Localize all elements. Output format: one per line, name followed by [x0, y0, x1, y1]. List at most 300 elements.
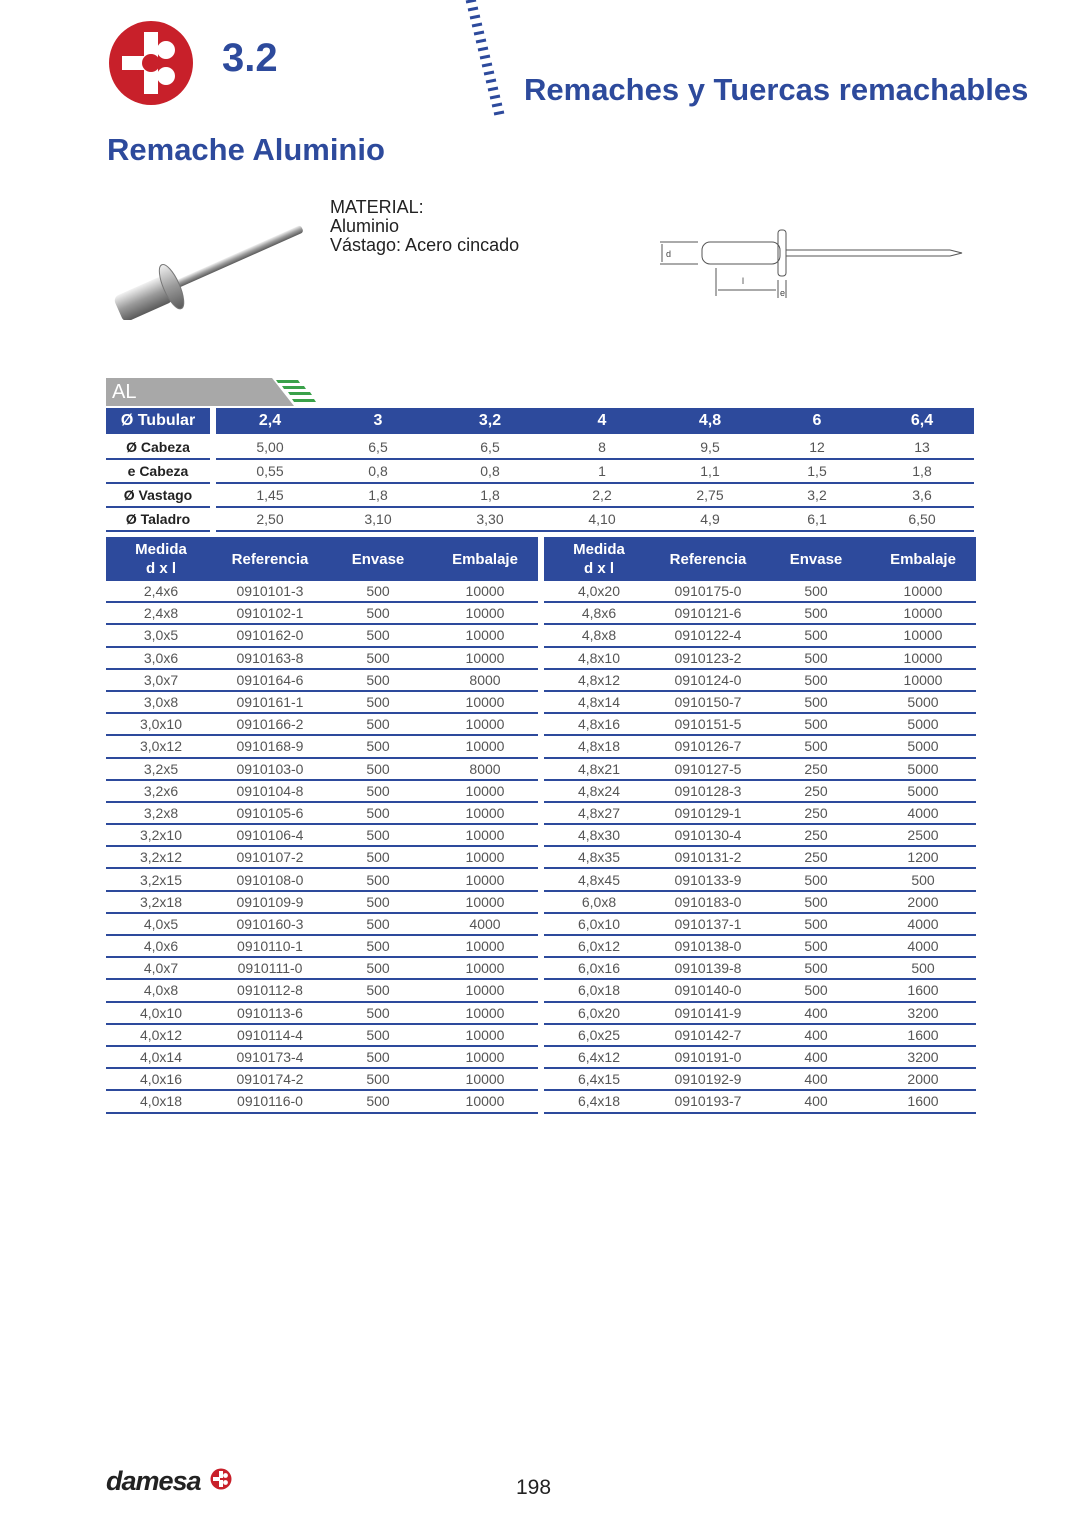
table-row	[106, 1069, 538, 1091]
embalaje-cell: 1600	[870, 980, 976, 1002]
section-number: 3.2	[222, 36, 278, 80]
envase-cell: 500	[762, 692, 870, 714]
embalaje-cell: 10000	[432, 648, 538, 670]
table-row	[544, 1003, 976, 1025]
envase-cell: 500	[762, 625, 870, 647]
table-row	[544, 625, 976, 647]
envase-cell: 250	[762, 847, 870, 869]
envase-cell: 500	[324, 1003, 432, 1025]
spec-cell: 6,1	[764, 508, 870, 532]
material-tab-background	[106, 378, 316, 406]
envase-cell: 500	[762, 603, 870, 625]
embalaje-cell: 10000	[432, 1091, 538, 1113]
embalaje-cell: 10000	[432, 1025, 538, 1047]
label-l: l	[742, 276, 744, 286]
material-heading: MATERIAL:	[330, 197, 424, 217]
envase-cell: 500	[324, 1091, 432, 1113]
referencia-cell: 0910131-2	[654, 847, 762, 869]
table-row	[106, 1091, 538, 1113]
spec-table	[106, 408, 974, 532]
medida-cell: 3,2x10	[106, 825, 216, 847]
spec-cell: 6,5	[432, 436, 548, 460]
spec-cell: 1,45	[216, 484, 324, 508]
envase-cell: 500	[324, 803, 432, 825]
table-row	[544, 847, 976, 869]
envase-cell: 400	[762, 1025, 870, 1047]
referencia-cell: 0910160-3	[216, 914, 324, 936]
table-row	[106, 914, 538, 936]
medida-cell: 4,8x27	[544, 803, 654, 825]
material-tab-label: AL	[112, 381, 137, 403]
embalaje-cell: 10000	[432, 1003, 538, 1025]
spec-size: 2,4	[216, 408, 324, 436]
table-row	[106, 692, 538, 714]
product-table-right	[544, 537, 976, 1114]
referencia-cell: 0910127-5	[654, 759, 762, 781]
table-row	[106, 1047, 538, 1069]
envase-cell: 500	[762, 648, 870, 670]
spec-cell: 4,10	[548, 508, 656, 532]
referencia-cell: 0910103-0	[216, 759, 324, 781]
envase-cell: 250	[762, 759, 870, 781]
embalaje-cell: 10000	[432, 825, 538, 847]
medida-cell: 4,0x5	[106, 914, 216, 936]
envase-cell: 500	[762, 714, 870, 736]
referencia-cell: 0910114-4	[216, 1025, 324, 1047]
table-row	[544, 825, 976, 847]
spec-size: 3	[324, 408, 432, 436]
medida-cell: 4,8x12	[544, 670, 654, 692]
table-row	[106, 869, 538, 891]
spec-cell: 4,9	[656, 508, 764, 532]
envase-cell: 500	[324, 714, 432, 736]
envase-cell: 500	[762, 869, 870, 891]
embalaje-cell: 10000	[432, 625, 538, 647]
embalaje-cell: 10000	[870, 648, 976, 670]
product-header-row	[106, 537, 538, 581]
material-line2: Vástago: Acero cincado	[330, 235, 520, 255]
envase-cell: 500	[762, 581, 870, 603]
referencia-cell: 0910129-1	[654, 803, 762, 825]
referencia-cell: 0910183-0	[654, 892, 762, 914]
referencia-cell: 0910126-7	[654, 736, 762, 758]
embalaje-cell: 8000	[432, 759, 538, 781]
spec-cell: 5,00	[216, 436, 324, 460]
table-row	[106, 736, 538, 758]
envase-cell: 500	[324, 892, 432, 914]
medida-cell: 2,4x8	[106, 603, 216, 625]
spec-size: 3,2	[432, 408, 548, 436]
medida-cell: 3,2x5	[106, 759, 216, 781]
envase-cell: 250	[762, 825, 870, 847]
table-row	[106, 581, 538, 603]
medida-cell: 4,0x6	[106, 936, 216, 958]
envase-cell: 500	[324, 625, 432, 647]
spec-size: 6,4	[870, 408, 974, 436]
envase-cell: 400	[762, 1091, 870, 1113]
medida-cell: 3,0x6	[106, 648, 216, 670]
brand-mark-icon	[210, 1468, 232, 1490]
spec-header-label: Ø Tubular	[106, 408, 210, 436]
embalaje-cell: 10000	[870, 625, 976, 647]
embalaje-cell: 500	[870, 869, 976, 891]
spec-cell: 1	[548, 460, 656, 484]
envase-cell: 500	[762, 980, 870, 1002]
header-medida: Medida d x l	[106, 537, 216, 581]
table-row	[106, 980, 538, 1002]
envase-cell: 250	[762, 781, 870, 803]
referencia-cell: 0910164-6	[216, 670, 324, 692]
envase-cell: 500	[324, 869, 432, 891]
medida-cell: 4,0x14	[106, 1047, 216, 1069]
spec-cell: 2,75	[656, 484, 764, 508]
medida-cell: 4,8x14	[544, 692, 654, 714]
medida-cell: 6,0x16	[544, 958, 654, 980]
embalaje-cell: 3200	[870, 1047, 976, 1069]
medida-cell: 3,0x12	[106, 736, 216, 758]
referencia-cell: 0910106-4	[216, 825, 324, 847]
medida-cell: 4,0x7	[106, 958, 216, 980]
medida-cell: 4,8x30	[544, 825, 654, 847]
spec-row	[106, 484, 974, 508]
embalaje-cell: 2500	[870, 825, 976, 847]
medida-cell: 4,8x10	[544, 648, 654, 670]
envase-cell: 500	[762, 958, 870, 980]
envase-cell: 500	[324, 692, 432, 714]
table-row	[106, 1003, 538, 1025]
embalaje-cell: 10000	[432, 958, 538, 980]
medida-cell: 3,0x8	[106, 692, 216, 714]
embalaje-cell: 4000	[870, 936, 976, 958]
spec-cell: 13	[870, 436, 974, 460]
spec-cell: 3,30	[432, 508, 548, 532]
page-number: 198	[516, 1476, 552, 1499]
medida-cell: 4,8x21	[544, 759, 654, 781]
spec-cell: 8	[548, 436, 656, 460]
spec-cell: 3,6	[870, 484, 974, 508]
spec-row-label: Ø Cabeza	[106, 436, 210, 460]
embalaje-cell: 5000	[870, 736, 976, 758]
medida-cell: 6,4x12	[544, 1047, 654, 1069]
referencia-cell: 0910150-7	[654, 692, 762, 714]
label-d: d	[666, 249, 672, 259]
embalaje-cell: 1200	[870, 847, 976, 869]
spec-cell: 2,50	[216, 508, 324, 532]
embalaje-cell: 10000	[432, 581, 538, 603]
spec-cell: 1,8	[324, 484, 432, 508]
spec-cell: 0,8	[324, 460, 432, 484]
embalaje-cell: 2000	[870, 892, 976, 914]
embalaje-cell: 10000	[432, 736, 538, 758]
table-row	[544, 1047, 976, 1069]
table-row	[544, 1025, 976, 1047]
table-row	[106, 648, 538, 670]
spec-cell: 0,55	[216, 460, 324, 484]
embalaje-cell: 5000	[870, 781, 976, 803]
table-row	[106, 1025, 538, 1047]
table-row	[106, 847, 538, 869]
rivet-photo-image	[106, 220, 312, 320]
envase-cell: 250	[762, 803, 870, 825]
medida-cell: 4,8x24	[544, 781, 654, 803]
embalaje-cell: 10000	[870, 670, 976, 692]
header-referencia: Referencia	[216, 537, 324, 581]
referencia-cell: 0910102-1	[216, 603, 324, 625]
envase-cell: 500	[762, 670, 870, 692]
embalaje-cell: 4000	[432, 914, 538, 936]
product-title: Remache Aluminio	[107, 132, 385, 167]
referencia-cell: 0910166-2	[216, 714, 324, 736]
embalaje-cell: 2000	[870, 1069, 976, 1091]
label-e: e	[780, 288, 786, 298]
referencia-cell: 0910141-9	[654, 1003, 762, 1025]
medida-cell: 4,0x18	[106, 1091, 216, 1113]
spec-cell: 1,1	[656, 460, 764, 484]
medida-cell: 3,2x18	[106, 892, 216, 914]
envase-cell: 500	[324, 603, 432, 625]
referencia-cell: 0910123-2	[654, 648, 762, 670]
spec-cell: 3,10	[324, 508, 432, 532]
referencia-cell: 0910109-9	[216, 892, 324, 914]
medida-cell: 4,8x45	[544, 869, 654, 891]
medida-cell: 6,4x18	[544, 1091, 654, 1113]
spec-cell: 3,2	[764, 484, 870, 508]
envase-cell: 500	[762, 892, 870, 914]
embalaje-cell: 5000	[870, 714, 976, 736]
spec-cell: 1,8	[432, 484, 548, 508]
medida-cell: 4,0x20	[544, 581, 654, 603]
envase-cell: 500	[324, 670, 432, 692]
table-row	[544, 803, 976, 825]
spec-cell: 1,8	[870, 460, 974, 484]
spec-header-row	[106, 408, 974, 436]
medida-cell: 6,0x20	[544, 1003, 654, 1025]
referencia-cell: 0910139-8	[654, 958, 762, 980]
envase-cell: 500	[324, 736, 432, 758]
spec-size: 4	[548, 408, 656, 436]
medida-cell: 6,4x15	[544, 1069, 654, 1091]
medida-cell: 4,8x6	[544, 603, 654, 625]
referencia-cell: 0910110-1	[216, 936, 324, 958]
header-embalaje: Embalaje	[870, 537, 976, 581]
embalaje-cell: 10000	[432, 980, 538, 1002]
spec-row-label: e Cabeza	[106, 460, 210, 484]
envase-cell: 500	[324, 1069, 432, 1091]
header-medida: Medida d x l	[544, 537, 654, 581]
table-row	[106, 714, 538, 736]
spec-row-label: Ø Vastago	[106, 484, 210, 508]
referencia-cell: 0910151-5	[654, 714, 762, 736]
medida-cell: 3,2x8	[106, 803, 216, 825]
spec-cell: 9,5	[656, 436, 764, 460]
envase-cell: 400	[762, 1003, 870, 1025]
medida-cell: 3,2x12	[106, 847, 216, 869]
medida-cell: 3,0x5	[106, 625, 216, 647]
referencia-cell: 0910174-2	[216, 1069, 324, 1091]
embalaje-cell: 5000	[870, 759, 976, 781]
spec-cell: 6,5	[324, 436, 432, 460]
medida-cell: 4,8x16	[544, 714, 654, 736]
spec-size: 6	[764, 408, 870, 436]
medida-cell: 4,0x12	[106, 1025, 216, 1047]
header-envase: Envase	[762, 537, 870, 581]
medida-cell: 4,0x10	[106, 1003, 216, 1025]
embalaje-cell: 3200	[870, 1003, 976, 1025]
medida-cell: 3,2x6	[106, 781, 216, 803]
embalaje-cell: 10000	[432, 692, 538, 714]
embalaje-cell: 10000	[432, 714, 538, 736]
spec-cell: 6,50	[870, 508, 974, 532]
material-line1: Aluminio	[330, 216, 400, 236]
referencia-cell: 0910175-0	[654, 581, 762, 603]
referencia-cell: 0910101-3	[216, 581, 324, 603]
table-row	[106, 781, 538, 803]
table-row	[106, 936, 538, 958]
envase-cell: 500	[324, 914, 432, 936]
table-row	[544, 759, 976, 781]
table-row	[544, 936, 976, 958]
embalaje-cell: 10000	[432, 781, 538, 803]
brand-logo-text: damesa	[106, 1466, 201, 1496]
table-row	[106, 759, 538, 781]
medida-cell: 6,0x10	[544, 914, 654, 936]
section-logo-icon	[108, 20, 194, 106]
medida-cell: 2,4x6	[106, 581, 216, 603]
referencia-cell: 0910113-6	[216, 1003, 324, 1025]
referencia-cell: 0910142-7	[654, 1025, 762, 1047]
medida-cell: 4,0x16	[106, 1069, 216, 1091]
envase-cell: 500	[324, 1047, 432, 1069]
medida-cell: 4,8x8	[544, 625, 654, 647]
table-row	[544, 648, 976, 670]
section-title: Remaches y Tuercas remachables	[524, 72, 1029, 107]
table-row	[544, 781, 976, 803]
referencia-cell: 0910162-0	[216, 625, 324, 647]
envase-cell: 500	[324, 936, 432, 958]
referencia-cell: 0910108-0	[216, 869, 324, 891]
medida-cell: 4,0x8	[106, 980, 216, 1002]
spec-cell: 2,2	[548, 484, 656, 508]
referencia-cell: 0910105-6	[216, 803, 324, 825]
referencia-cell: 0910193-7	[654, 1091, 762, 1113]
medida-cell: 6,0x25	[544, 1025, 654, 1047]
envase-cell: 500	[324, 847, 432, 869]
envase-cell: 500	[762, 914, 870, 936]
referencia-cell: 0910191-0	[654, 1047, 762, 1069]
envase-cell: 500	[324, 759, 432, 781]
referencia-cell: 0910112-8	[216, 980, 324, 1002]
medida-cell: 6,0x8	[544, 892, 654, 914]
table-row	[106, 892, 538, 914]
table-row	[106, 803, 538, 825]
embalaje-cell: 500	[870, 958, 976, 980]
product-table-left	[106, 537, 538, 1114]
spec-size: 4,8	[656, 408, 764, 436]
referencia-cell: 0910121-6	[654, 603, 762, 625]
embalaje-cell: 10000	[432, 1069, 538, 1091]
embalaje-cell: 8000	[432, 670, 538, 692]
header-embalaje: Embalaje	[432, 537, 538, 581]
table-row	[544, 1091, 976, 1113]
envase-cell: 500	[324, 980, 432, 1002]
embalaje-cell: 10000	[432, 936, 538, 958]
medida-cell: 4,8x18	[544, 736, 654, 758]
referencia-cell: 0910124-0	[654, 670, 762, 692]
table-row	[544, 869, 976, 891]
embalaje-cell: 10000	[432, 869, 538, 891]
referencia-cell: 0910107-2	[216, 847, 324, 869]
spec-cell: 12	[764, 436, 870, 460]
table-row	[544, 581, 976, 603]
embalaje-cell: 10000	[432, 803, 538, 825]
referencia-cell: 0910161-1	[216, 692, 324, 714]
envase-cell: 500	[324, 781, 432, 803]
material-info	[330, 198, 519, 255]
table-row	[106, 625, 538, 647]
embalaje-cell: 5000	[870, 692, 976, 714]
embalaje-cell: 10000	[432, 1047, 538, 1069]
table-row	[544, 670, 976, 692]
referencia-cell: 0910192-9	[654, 1069, 762, 1091]
envase-cell: 500	[324, 581, 432, 603]
product-header-row	[544, 537, 976, 581]
embalaje-cell: 10000	[870, 603, 976, 625]
referencia-cell: 0910116-0	[216, 1091, 324, 1113]
envase-cell: 500	[324, 825, 432, 847]
table-row	[544, 603, 976, 625]
referencia-cell: 0910133-9	[654, 869, 762, 891]
spec-row	[106, 436, 974, 460]
referencia-cell: 0910173-4	[216, 1047, 324, 1069]
embalaje-cell: 10000	[432, 892, 538, 914]
referencia-cell: 0910128-3	[654, 781, 762, 803]
embalaje-cell: 10000	[432, 603, 538, 625]
referencia-cell: 0910137-1	[654, 914, 762, 936]
envase-cell: 500	[324, 648, 432, 670]
referencia-cell: 0910138-0	[654, 936, 762, 958]
table-row	[544, 736, 976, 758]
table-row	[544, 1069, 976, 1091]
rivet-technical-drawing	[650, 222, 968, 304]
referencia-cell: 0910104-8	[216, 781, 324, 803]
spec-row	[106, 460, 974, 484]
embalaje-cell: 1600	[870, 1091, 976, 1113]
table-row	[106, 670, 538, 692]
envase-cell: 500	[762, 736, 870, 758]
embalaje-cell: 4000	[870, 914, 976, 936]
embalaje-cell: 10000	[870, 581, 976, 603]
medida-cell: 6,0x12	[544, 936, 654, 958]
referencia-cell: 0910168-9	[216, 736, 324, 758]
embalaje-cell: 10000	[432, 847, 538, 869]
medida-cell: 3,0x7	[106, 670, 216, 692]
envase-cell: 500	[762, 936, 870, 958]
table-row	[544, 714, 976, 736]
medida-cell: 3,2x15	[106, 869, 216, 891]
table-row	[106, 603, 538, 625]
envase-cell: 400	[762, 1047, 870, 1069]
table-row	[544, 914, 976, 936]
medida-cell: 3,0x10	[106, 714, 216, 736]
referencia-cell: 0910130-4	[654, 825, 762, 847]
table-row	[544, 980, 976, 1002]
header-envase: Envase	[324, 537, 432, 581]
envase-cell: 500	[324, 1025, 432, 1047]
rope-divider-icon	[462, 0, 510, 120]
spec-row	[106, 508, 974, 532]
referencia-cell: 0910140-0	[654, 980, 762, 1002]
spec-row-label: Ø Taladro	[106, 508, 210, 532]
